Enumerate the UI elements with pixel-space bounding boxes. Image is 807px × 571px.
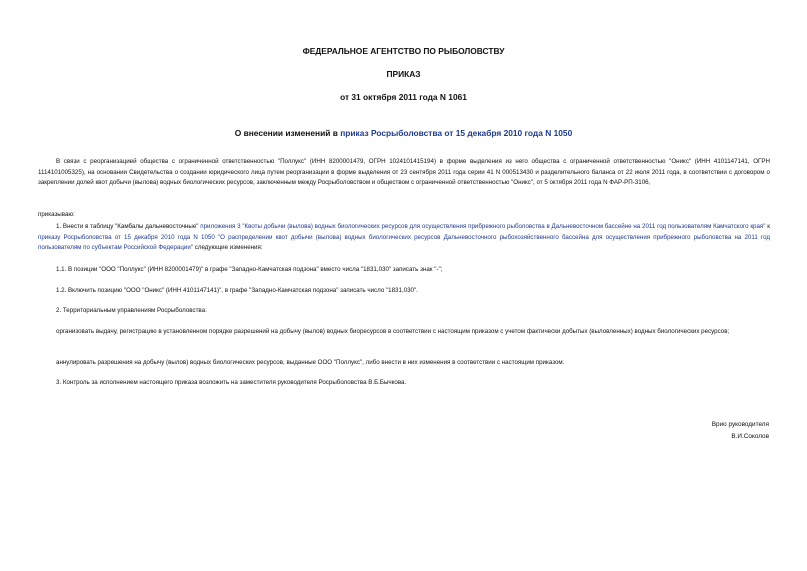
signature-title: Врио руководителя <box>711 421 769 428</box>
order-word: приказываю: <box>38 211 75 218</box>
item-3-paragraph: 3. Контроль за исполнением настоящего приказа возложить на заместителя руководителя Росрыболовства В.Б.Бычкова. <box>56 379 407 386</box>
doc-type-title: ПРИКАЗ <box>386 69 421 79</box>
item-1-mid: к <box>765 223 770 230</box>
order-1050-link[interactable]: приказу Росрыболовства от 15 декабря 2010 года N 1050 "О распределении квот добычи (вылова) водных биологических ресурсов Дальневосточного рыбохозяйственного бассейна для осуществления прибрежного рыболовства на 2011 год пользователям по субъектам Российской Федерации" <box>38 233 770 251</box>
item-2-paragraph: 2. Территориальным управлениям Росрыболовства: <box>56 307 207 314</box>
preamble-paragraph: В связи с реорганизацией общества с ограниченной ответственностью "Поллукс" (ИНН 8200001479, ОГРН 1024101415194) в форме выделения из него общества с ограниченной ответственностью "Оникс" (ИНН 4101147141, ОГРН 1114101005325), на основании Свидетельства о создании юридического лица путем реорганизации в форме выделения от 23 сентября 2011 года серии 41 N 000513430 и разделительного баланса от 22 июля 2011 года, в соответствии с договором о закреплении долей квот добычи (вылова) водных биологических ресурсов, заключенным между Росрыболовством и обществом с ограниченной ответственностью "Оникс", от 5 октября 2011 года N ФАР-РП-3106, <box>38 158 770 186</box>
item-1-suffix: следующие изменения: <box>193 244 263 251</box>
doc-date-number: от 31 октября 2011 года N 1061 <box>340 92 467 102</box>
item-1-1-paragraph: 1.1. В позиции "ООО "Поллукс" (ИНН 8200001479)" в графе "Западно-Камчатская подзона" вместо числа "1831,030" записать знак "-"; <box>56 266 443 273</box>
doc-subject <box>0 128 807 138</box>
item-1-prefix: 1. Внести в таблицу "Камбалы дальневосточные" <box>56 223 201 230</box>
item-2b-paragraph: аннулировать разрешения на добычу (вылов) водных биологических ресурсов, выданные ООО "Поллукс", либо внести в них изменения в соответствии с настоящим приказом. <box>56 359 565 366</box>
appendix-3-link[interactable]: приложения 3 "Квоты добычи (вылова) водных биологических ресурсов для осуществления прибрежного рыболовства в Дальневосточном бассейне на 2011 год пользователям Камчатского края" <box>200 223 766 230</box>
subject-order-link[interactable]: приказ Росрыболовства от 15 декабря 2010 года N 1050 <box>340 128 573 138</box>
item-1-2-paragraph: 1.2. Включить позицию "ООО "Оникс" (ИНН 4101147141)", в графе "Западно-Камчатская подзона" записать число "1831,030". <box>56 287 418 294</box>
item-2a-paragraph: организовать выдачу, регистрацию в установленном порядке разрешений на добычу (вылов) водных биоресурсов в соответствии с настоящим приказом с учетом фактически добытых (выловленных) водных биологических ресурсов; <box>56 328 730 335</box>
signature-name: В.И.Соколов <box>731 433 769 440</box>
item-1-paragraph <box>38 222 770 254</box>
doc-subject-prefix: О внесении изменений в <box>234 128 341 138</box>
agency-title: ФЕДЕРАЛЬНОЕ АГЕНТСТВО ПО РЫБОЛОВСТВУ <box>302 46 505 56</box>
